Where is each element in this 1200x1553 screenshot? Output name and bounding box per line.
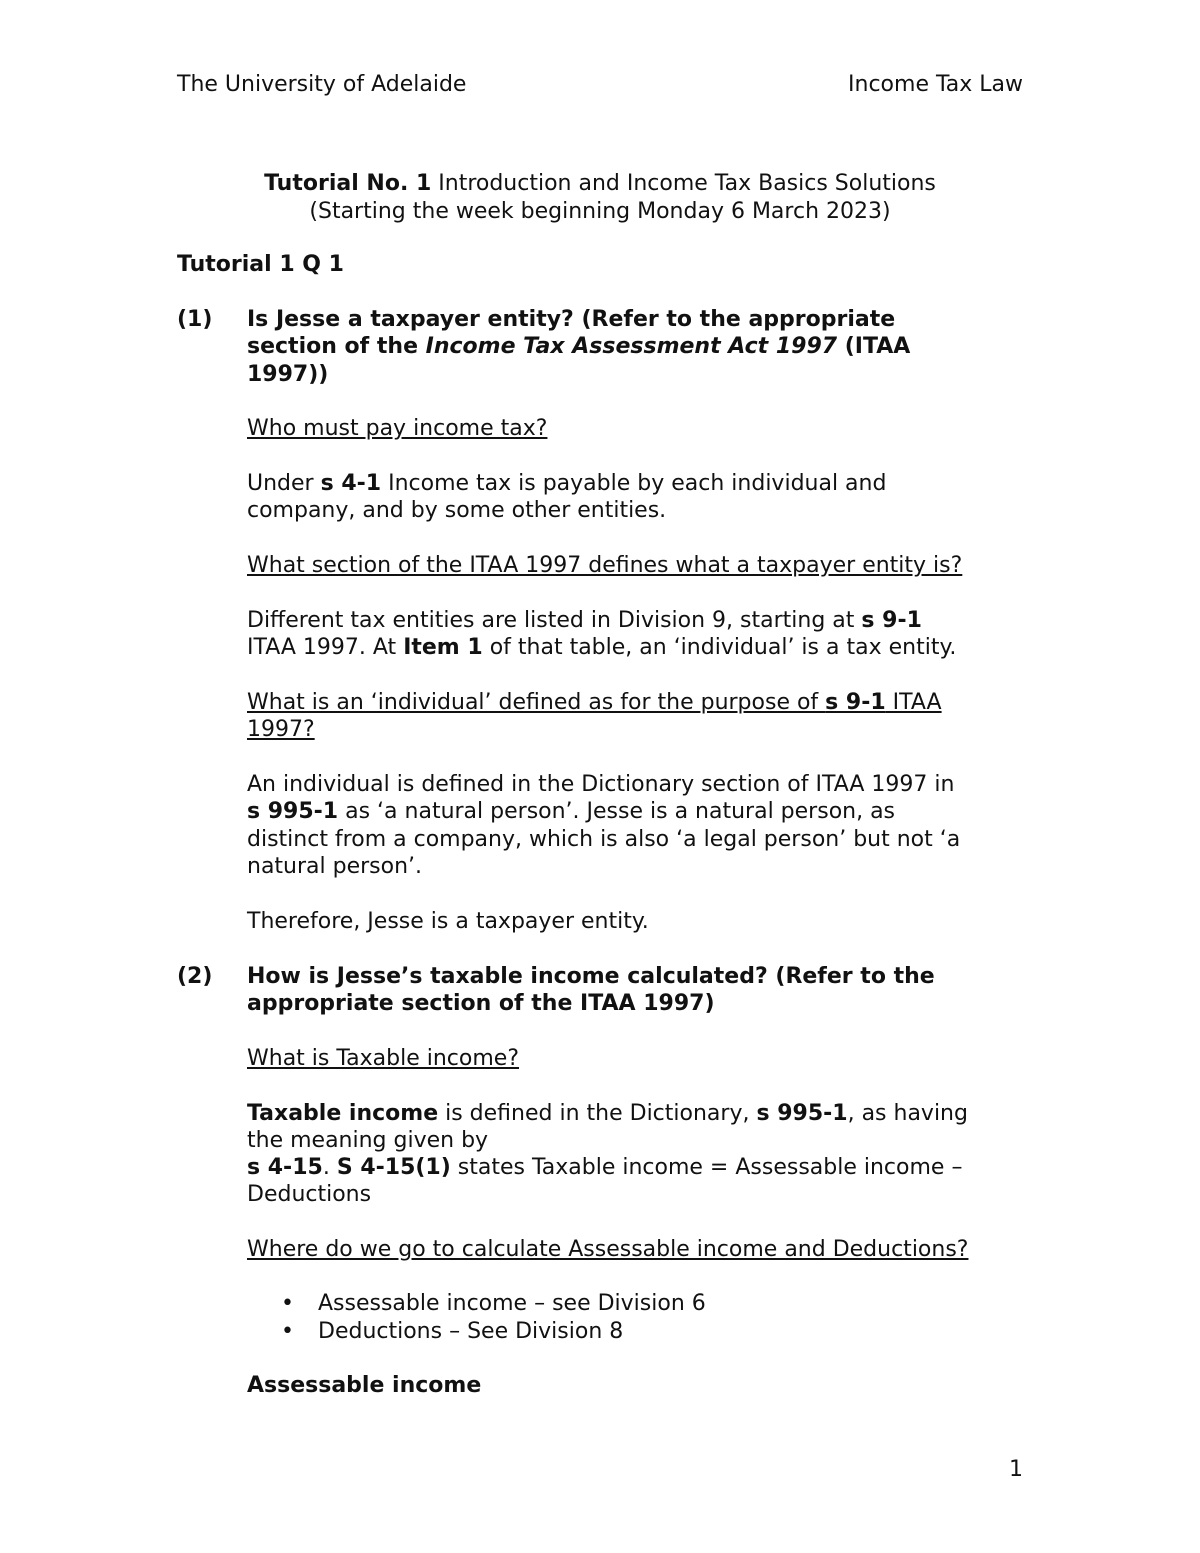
q2-subheading-2: Where do we go to calculate Assessable income and Deductions? bbox=[247, 1237, 969, 1262]
title-bold: Tutorial No. 1 bbox=[264, 171, 432, 196]
q1-line2-a: section of the bbox=[247, 334, 426, 359]
q1-subheading-2: What section of the ITAA 1997 defines what a taxpayer entity is? bbox=[247, 553, 963, 578]
q1-p1-b: s 4-1 bbox=[320, 471, 382, 496]
q1-line2-b: (ITAA bbox=[837, 334, 911, 359]
q1-para3-line1: An individual is defined in the Dictionary section of ITAA 1997 in bbox=[247, 772, 955, 797]
q2-subheading-1: What is Taxable income? bbox=[247, 1046, 520, 1071]
q1-para2-line2 bbox=[247, 634, 956, 662]
q1-p2-a: Different tax entities are listed in Division 9, starting at bbox=[247, 608, 862, 633]
q1-para3-line4: natural person’. bbox=[247, 854, 423, 879]
q1-sub3-a: What is an ‘individual’ defined as for the purpose of bbox=[247, 690, 826, 715]
q2-para1-line3 bbox=[247, 1154, 962, 1182]
q2-p1-c: s 995-1 bbox=[756, 1101, 848, 1126]
q2-p1-l3-c: S 4-15(1) bbox=[336, 1155, 451, 1180]
q1-line1: Is Jesse a taxpayer entity? (Refer to the appropriate bbox=[247, 307, 896, 332]
bullet-dot-icon: • bbox=[281, 1319, 294, 1344]
q1-number: (1) bbox=[177, 307, 213, 332]
q1-para3-line3: distinct from a company, which is also ‘a legal person’ but not ‘a bbox=[247, 827, 961, 852]
q2-p1-d: , as having bbox=[847, 1101, 968, 1126]
q1-subheading-1: Who must pay income tax? bbox=[247, 416, 548, 441]
q1-line2-italic: Income Tax Assessment Act 1997 bbox=[425, 334, 838, 359]
q2-number: (2) bbox=[177, 964, 213, 989]
q1-para2-line1 bbox=[247, 607, 922, 635]
header-right: Income Tax Law bbox=[848, 72, 1023, 97]
q2-p1-a: Taxable income bbox=[247, 1101, 439, 1126]
q1-sub3-b: s 9-1 bbox=[825, 690, 886, 715]
q1-p3-l2-a: s 995-1 bbox=[247, 799, 339, 824]
header-left: The University of Adelaide bbox=[177, 72, 467, 97]
bullet-dot-icon: • bbox=[281, 1291, 294, 1316]
q2-para1-line1 bbox=[247, 1100, 968, 1128]
q2-p1-l3-d: states Taxable income = Assessable income – bbox=[450, 1155, 963, 1180]
title-subtitle: (Starting the week beginning Monday 6 March 2023) bbox=[309, 199, 891, 224]
q1-line3: 1997)) bbox=[247, 362, 329, 387]
q1-p1-a: Under bbox=[247, 471, 321, 496]
q1-p1-c: Income tax is payable by each individual and bbox=[381, 471, 887, 496]
q1-p2-l2-c: of that table, an ‘individual’ is a tax entity. bbox=[482, 635, 957, 660]
q1-p2-l2-a: ITAA 1997. At bbox=[247, 635, 404, 660]
q2-para1-line4: Deductions bbox=[247, 1182, 372, 1207]
q1-para1-line1 bbox=[247, 470, 886, 498]
list-item: Assessable income – see Division 6 bbox=[318, 1291, 706, 1316]
q1-sub3-c: ITAA bbox=[885, 690, 942, 715]
q1-p2-b: s 9-1 bbox=[861, 608, 922, 633]
q1-para1-line2: company, and by some other entities. bbox=[247, 498, 667, 523]
q2-heading-assessable-income: Assessable income bbox=[247, 1373, 482, 1398]
document-title bbox=[0, 170, 1200, 226]
q2-p1-l3-b: . bbox=[322, 1155, 337, 1180]
title-rest: Introduction and Income Tax Basics Solutions bbox=[431, 171, 936, 196]
q1-conclusion: Therefore, Jesse is a taxpayer entity. bbox=[247, 909, 649, 934]
q1-p2-l2-b: Item 1 bbox=[403, 635, 483, 660]
page-number: 1 bbox=[1009, 1457, 1023, 1482]
list-item: Deductions – See Division 8 bbox=[318, 1319, 624, 1344]
q1-subheading-3 bbox=[247, 689, 942, 717]
q1-line2 bbox=[247, 333, 910, 361]
q1-subheading-3-line2: 1997? bbox=[247, 717, 315, 742]
q2-para1-line2: the meaning given by bbox=[247, 1128, 489, 1153]
q1-para3-line2 bbox=[247, 798, 895, 826]
q2-p1-b: is defined in the Dictionary, bbox=[438, 1101, 757, 1126]
q2-p1-l3-a: s 4-15 bbox=[247, 1155, 323, 1180]
q2-line1: How is Jesse’s taxable income calculated? (Refer to the bbox=[247, 964, 935, 989]
section-heading: Tutorial 1 Q 1 bbox=[177, 252, 344, 277]
q2-line2: appropriate section of the ITAA 1997) bbox=[247, 991, 715, 1016]
q1-p3-l2-b: as ‘a natural person’. Jesse is a natural person, as bbox=[338, 799, 896, 824]
